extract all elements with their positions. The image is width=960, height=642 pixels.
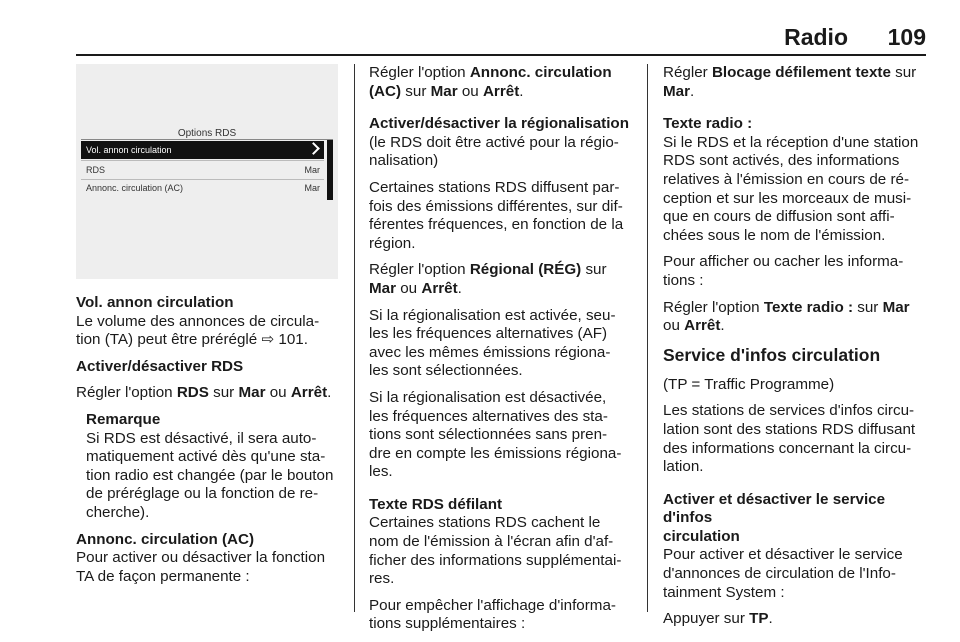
column-1	[76, 64, 342, 594]
section-heading: Activer et désactiver le service d'infos	[663, 490, 886, 527]
option-value: Arrêt	[290, 384, 328, 402]
body-text: Appuyer sur	[663, 610, 750, 628]
chevron-right-icon	[307, 142, 320, 155]
body-text: Régler l'option	[369, 261, 470, 279]
option-name: Texte radio :	[763, 298, 854, 316]
body-text: ou	[457, 82, 483, 100]
option-value: Arrêt	[482, 82, 520, 100]
button-name: TP	[749, 610, 769, 628]
body-text: sur	[581, 261, 607, 279]
body-text: Certaines stations RDS diffusent par-	[369, 178, 620, 196]
option-value: Arrêt	[421, 279, 458, 297]
option-value: Arrêt	[684, 317, 721, 335]
body-text: tainment System :	[663, 583, 785, 601]
body-text: des informations concernant la circu-	[663, 439, 912, 457]
body-text: Pour activer ou désactiver la fonction	[76, 549, 326, 567]
screen-scrollbar	[327, 140, 333, 200]
body-text: RDS sont activés, des informations	[663, 152, 900, 170]
body-text: TA de façon permanente :	[76, 567, 250, 585]
note-text: Si RDS est désactivé, il sera auto-	[86, 429, 317, 447]
note-text: cherche).	[86, 503, 150, 521]
body-text: .	[519, 82, 524, 100]
body-text: que en cours de diffusion sont affi-	[663, 208, 895, 226]
body-text: lation sont des stations RDS diffusant	[663, 420, 916, 438]
column-3	[663, 64, 928, 637]
body-text: sur	[853, 298, 883, 316]
body-text: Si le RDS et la réception d'une station	[663, 133, 919, 151]
body-text: .	[720, 317, 725, 335]
body-text: ou	[663, 317, 685, 335]
body-text: (TP = Traffic Programme)	[663, 375, 835, 393]
option-name: (AC)	[369, 82, 402, 100]
body-text: les fréquences alternatives des sta-	[369, 407, 608, 425]
body-text: d'annonces de circulation de l'Info-	[663, 565, 896, 583]
body-text: sur	[208, 384, 239, 402]
body-text: .	[690, 82, 695, 100]
screen-row-value: Mar	[304, 183, 320, 193]
body-text: tions supplémentaires :	[369, 615, 526, 633]
option-value: Mar	[369, 279, 397, 297]
option-name: Régional (RÉG)	[469, 261, 582, 279]
section-heading: Texte RDS défilant	[369, 495, 503, 513]
body-text: les sont sélectionnées.	[369, 362, 523, 380]
option-name: Blocage défilement texte	[711, 64, 891, 81]
option-value: Mar	[663, 82, 691, 100]
body-text: (le RDS doit être activé pour la régio-	[369, 133, 619, 151]
body-text: Si la régionalisation est activée, seu-	[369, 306, 616, 324]
section-heading: Activer/désactiver RDS	[76, 357, 244, 375]
body-text: Si la régionalisation est désactivée,	[369, 388, 607, 406]
body-text: .	[768, 610, 773, 628]
page-header	[0, 0, 960, 56]
body-text: dre en compte les émissions régiona-	[369, 444, 622, 462]
page-reference: 101.	[274, 331, 308, 349]
body-text: Le volume des annonces de circula-	[76, 312, 320, 330]
page-number: 109	[887, 24, 926, 50]
column-divider	[647, 64, 648, 612]
body-text: tions :	[663, 271, 704, 289]
column-2	[369, 64, 632, 642]
body-text: Les stations de services d'infos circu-	[663, 402, 915, 420]
note-text: tion radio est changée (par le bouton	[86, 466, 334, 484]
note-box	[86, 411, 342, 523]
body-text: Certaines stations RDS cachent le	[369, 514, 601, 532]
body-text: les.	[369, 463, 393, 481]
body-text: les les fréquences alternatives (AF)	[369, 325, 608, 343]
body-text: lation.	[663, 458, 704, 476]
section-heading: Activer/désactiver la régionalisation	[369, 115, 629, 133]
body-text: sur	[401, 82, 431, 100]
option-name: Annonc. circulation	[469, 64, 612, 81]
body-text: .	[327, 384, 332, 402]
body-text: ception et sur les morceaux de musi-	[663, 189, 912, 207]
section-heading: Vol. annon circulation	[76, 294, 234, 311]
body-text: Pour empêcher l'affichage d'informa-	[369, 596, 616, 614]
rds-options-screen-image	[76, 64, 338, 279]
option-value: Mar	[430, 82, 458, 100]
screen-row-label: RDS	[86, 165, 106, 175]
body-text: Régler l'option	[369, 64, 470, 81]
chapter-title: Radio	[784, 24, 848, 50]
option-value: Mar	[882, 298, 910, 316]
body-text: nom de l'émission à l'écran afin d'af-	[369, 533, 614, 551]
body-text: relatives à l'émission en cours de ré-	[663, 170, 910, 188]
option-value: Mar	[238, 384, 266, 402]
body-text: .	[457, 279, 462, 297]
body-text: Régler l'option	[663, 298, 764, 316]
body-text: avec les mêmes émissions régiona-	[369, 343, 611, 361]
body-text: ou	[265, 384, 291, 402]
screen-title: Options RDS	[177, 128, 237, 139]
body-text: région.	[369, 234, 416, 252]
note-text: matiquement activé dès qu'une sta-	[86, 448, 326, 466]
body-text: Pour activer et désactiver le service	[663, 546, 903, 564]
column-divider	[354, 64, 355, 612]
body-text: nalisation)	[369, 152, 439, 170]
screen-title-rule	[81, 139, 333, 140]
section-title: Service d'infos circulation	[663, 344, 881, 365]
body-text: ficher des informations supplémentai-	[369, 551, 622, 569]
option-name: RDS	[176, 384, 209, 402]
body-text: sur	[890, 64, 917, 81]
body-text: chées sous le nom de l'émission.	[663, 226, 886, 244]
body-text: férentes fréquences, en fonction de la	[369, 216, 624, 234]
body-text: res.	[369, 570, 395, 588]
body-text: Régler l'option	[76, 384, 177, 402]
body-text: tions sont sélectionnées sans pren-	[369, 426, 608, 444]
screen-row-label: Annonc. circulation (AC)	[86, 183, 184, 193]
section-heading: Texte radio :	[663, 115, 753, 133]
arrow-ref-icon: ⇨	[261, 331, 275, 349]
note-text: de préréglage ou la fonction de re-	[86, 485, 319, 503]
body-text: Régler	[663, 64, 712, 81]
body-text: ou	[396, 279, 422, 297]
body-text: fois des émissions différentes, sur dif-	[369, 197, 623, 215]
section-heading: circulation	[663, 527, 740, 545]
note-title: Remarque	[86, 410, 161, 428]
header-rule	[76, 54, 926, 56]
screen-row	[81, 161, 324, 179]
screen-row-label: Vol. annon circulation	[86, 145, 172, 155]
body-text: tion (TA) peut être préréglé	[76, 331, 262, 349]
screen-row-selected	[81, 141, 324, 159]
body-text: Pour afficher ou cacher les informa-	[663, 253, 904, 271]
section-heading: Annonc. circulation (AC)	[76, 530, 255, 548]
screen-row	[81, 179, 324, 197]
screen-row-value: Mar	[304, 165, 320, 175]
